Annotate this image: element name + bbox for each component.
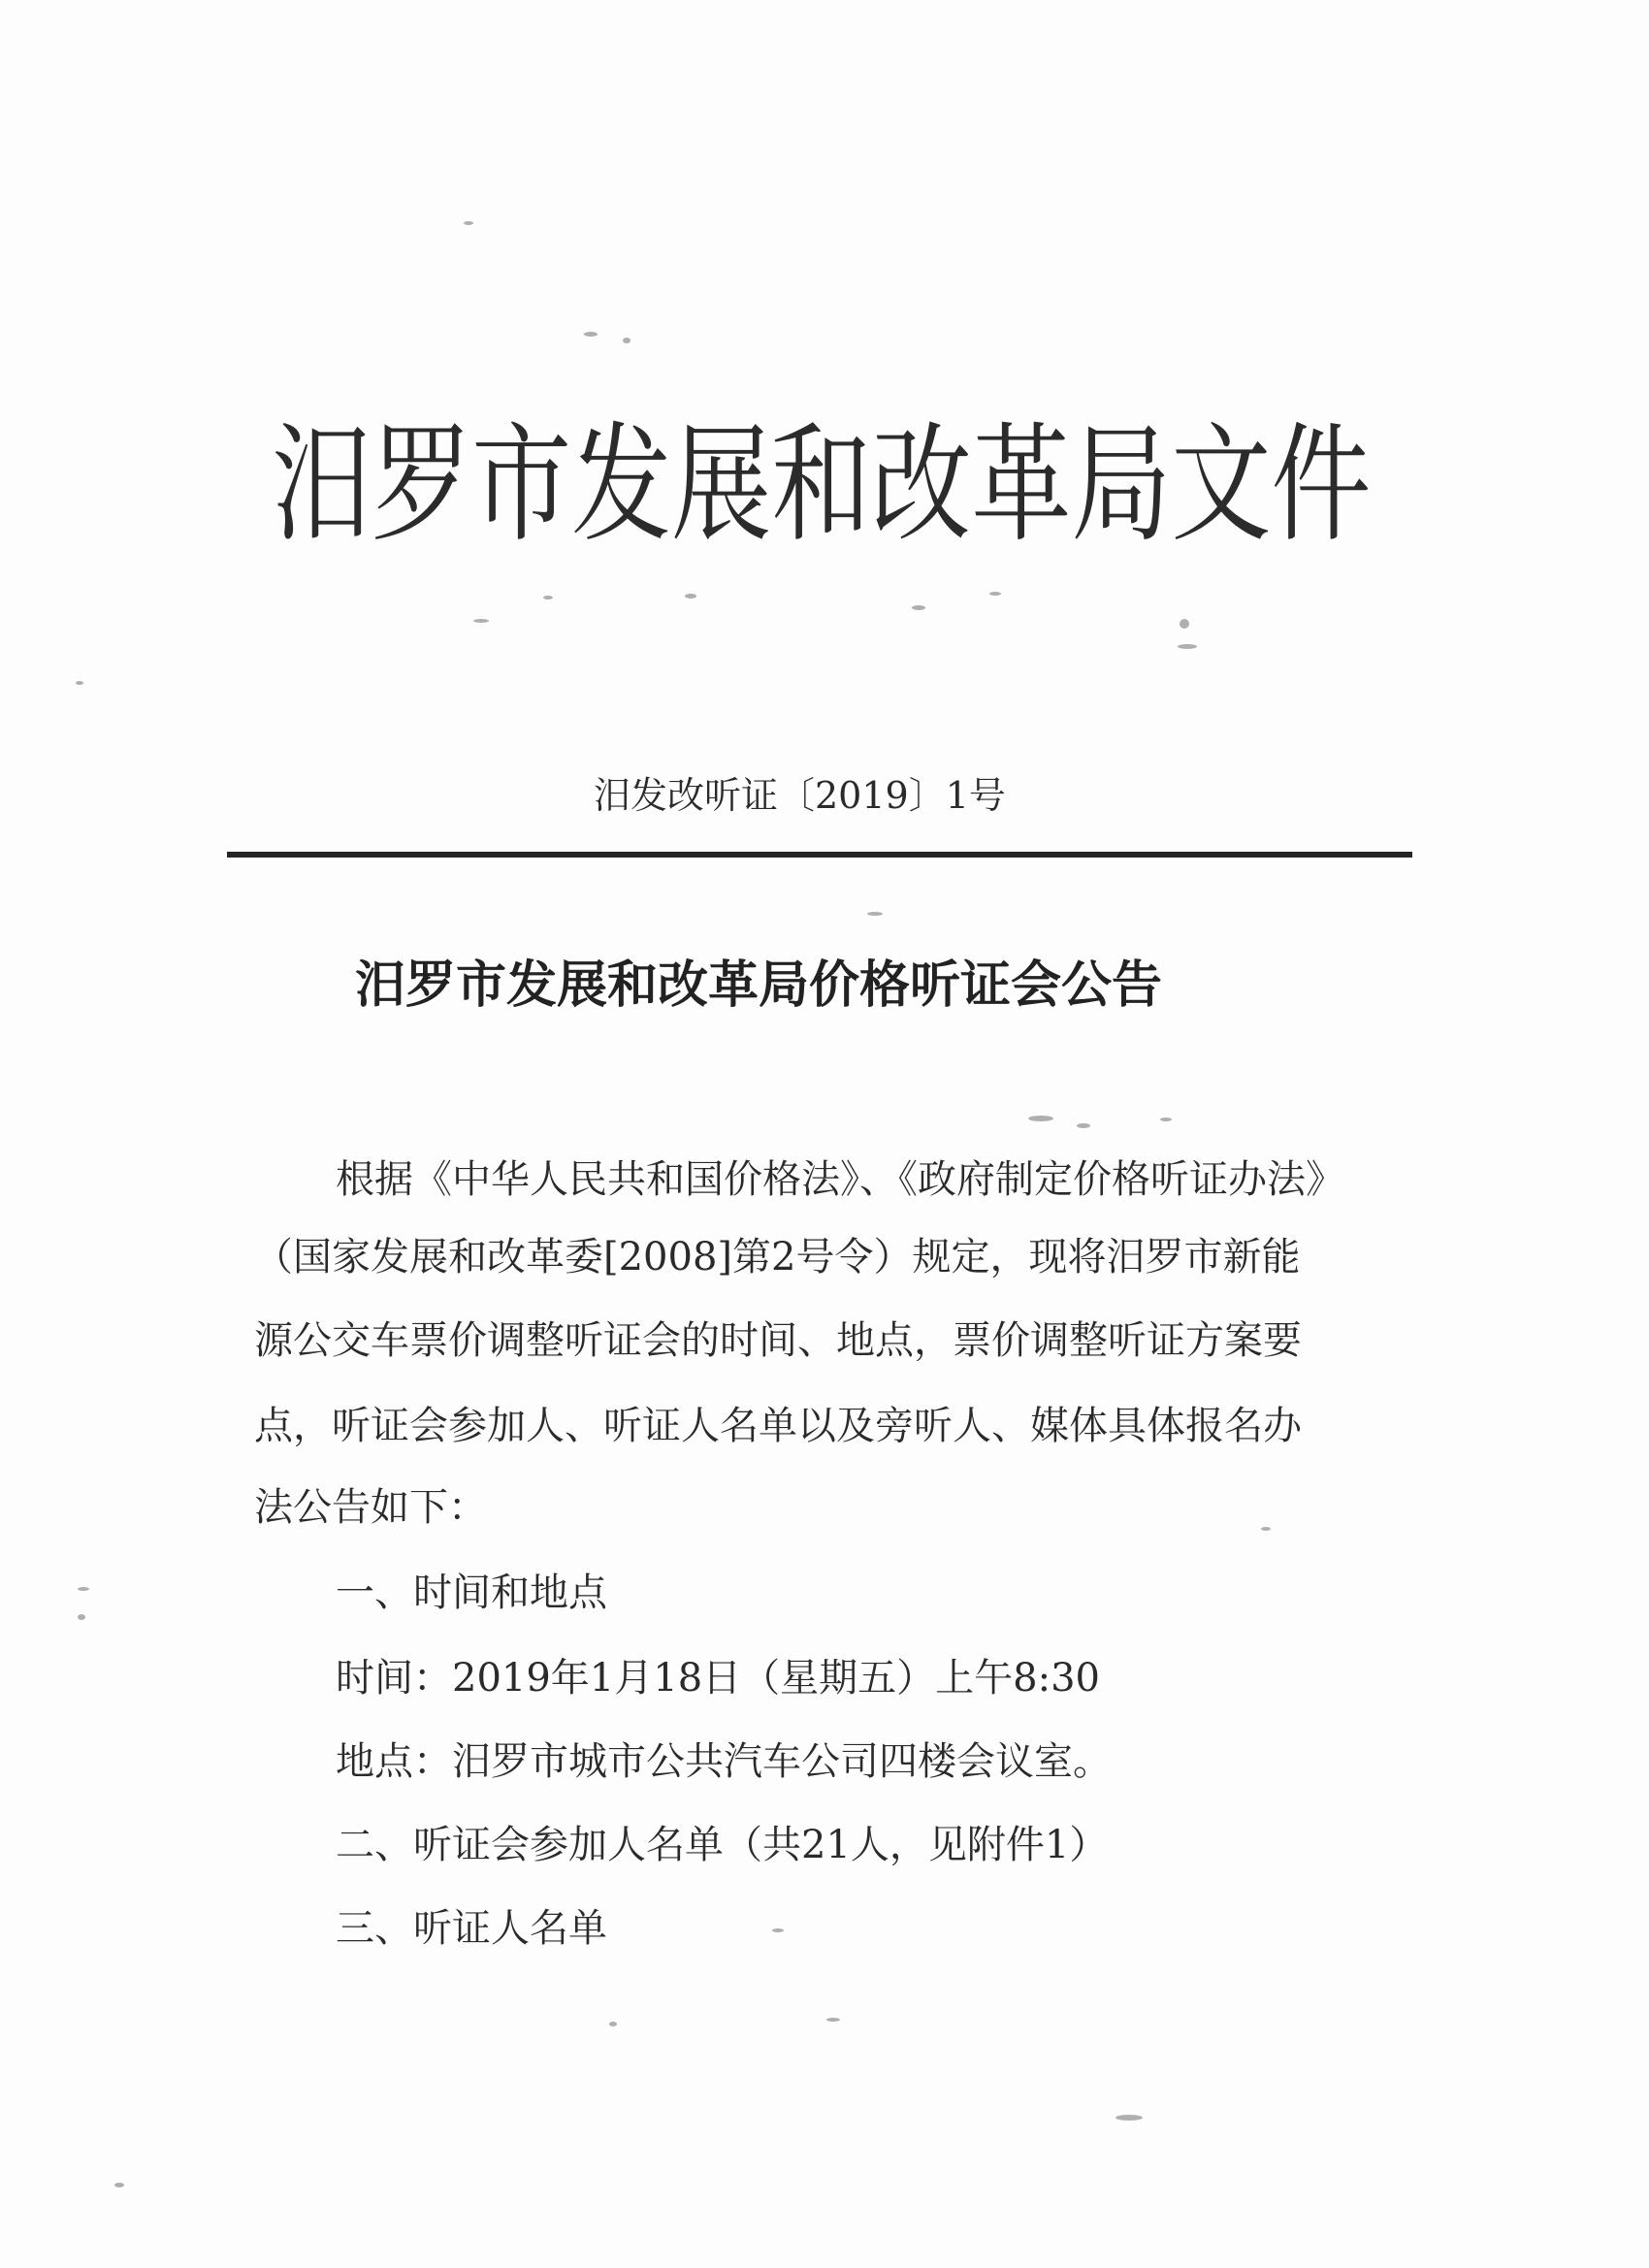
scan-speck bbox=[464, 221, 473, 225]
scan-speck bbox=[76, 681, 83, 685]
scan-speck bbox=[826, 2018, 840, 2022]
intro-line: 点，听证会参加人、听证人名单以及旁听人、媒体具体报名办 bbox=[254, 1404, 1302, 1448]
scan-speck bbox=[1077, 1123, 1090, 1128]
scan-speck bbox=[989, 592, 1001, 596]
header-divider bbox=[227, 852, 1412, 858]
intro-line: （国家发展和改革委[2008]第2号令）规定，现将汨罗市新能 bbox=[254, 1235, 1301, 1280]
intro-line: 源公交车票价调整听证会的时间、地点，票价调整听证方案要 bbox=[254, 1318, 1302, 1363]
scan-speck bbox=[1178, 644, 1197, 649]
scan-speck bbox=[623, 338, 630, 343]
scan-speck bbox=[867, 912, 883, 916]
scan-speck bbox=[609, 2022, 617, 2026]
intro-line: 法公告如下： bbox=[254, 1485, 487, 1530]
issuer-header: 汨罗市发展和改革局文件 bbox=[272, 410, 1372, 561]
scan-speck bbox=[1116, 2115, 1143, 2121]
document-number: 汨发改听证〔2019〕1号 bbox=[594, 774, 1006, 817]
scan-speck bbox=[685, 594, 696, 599]
scan-speck bbox=[473, 619, 489, 623]
scan-speck bbox=[78, 1587, 89, 1591]
scan-speck bbox=[912, 605, 925, 610]
hearing-time: 时间：2019年1月18日（星期五）上午8:30 bbox=[336, 1656, 1100, 1701]
scan-speck bbox=[1261, 1527, 1271, 1531]
scan-speck bbox=[78, 1614, 85, 1620]
section-heading-hearers: 三、听证人名单 bbox=[336, 1906, 607, 1951]
scan-speck bbox=[1028, 1116, 1053, 1121]
scan-speck bbox=[114, 2183, 124, 2187]
section-heading-participants: 二、听证会参加人名单（共21人，见附件1） bbox=[336, 1823, 1109, 1867]
hearing-location: 地点：汨罗市城市公共汽车公司四楼会议室。 bbox=[336, 1739, 1112, 1784]
intro-line: 根据《中华人民共和国价格法》、《政府制定价格听证办法》 bbox=[336, 1157, 1344, 1202]
section-heading-time-location: 一、时间和地点 bbox=[336, 1571, 607, 1615]
notice-title: 汨罗市发展和改革局价格听证会公告 bbox=[355, 956, 1163, 1015]
scan-speck bbox=[1180, 619, 1189, 629]
scan-speck bbox=[1160, 1118, 1172, 1121]
scan-speck bbox=[772, 1928, 784, 1932]
scan-speck bbox=[543, 596, 553, 599]
scan-speck bbox=[584, 332, 598, 337]
